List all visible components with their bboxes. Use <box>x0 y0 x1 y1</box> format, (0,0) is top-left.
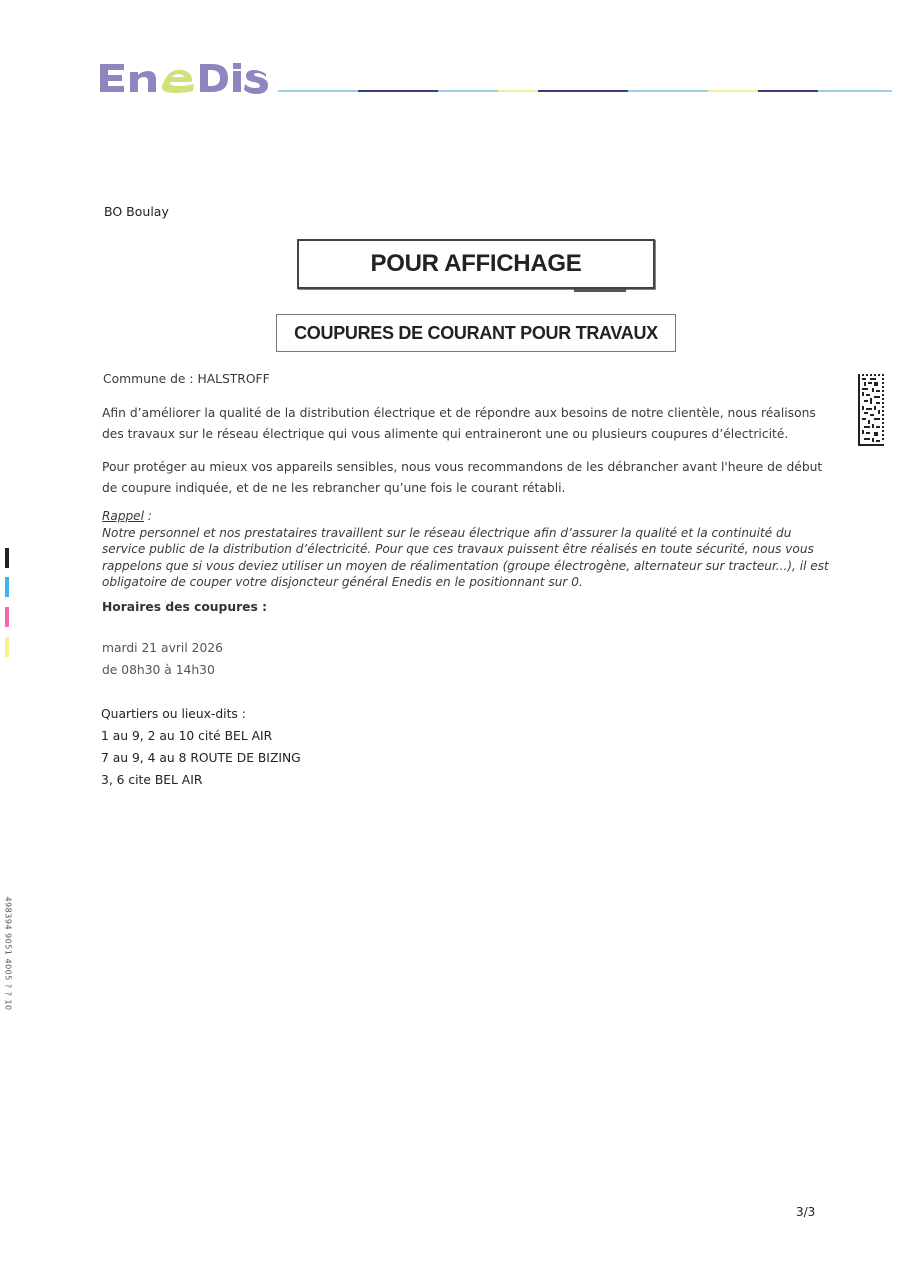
posting-title-box <box>297 239 655 289</box>
title-box-shadow-bar <box>574 289 626 292</box>
registration-mark-yellow <box>5 637 9 657</box>
outage-time: de 08h30 à 14h30 <box>102 663 215 677</box>
registration-mark-black <box>5 548 9 568</box>
page-number: 3/3 <box>796 1205 816 1219</box>
reminder-label-suffix: : <box>143 509 152 523</box>
advice-paragraph: Pour protéger au mieux vos appareils sensibles, nous vous recommandons de les débrancher avant l'heure de début de coupure indiquée, et de ne les rebrancher qu’une fois le courant rétabli. <box>102 460 823 495</box>
reminder-label: Rappel <box>102 509 144 523</box>
posting-title: POUR AFFICHAGE <box>370 250 582 277</box>
margin-tracking-code: 498394 9051 4005 ? ? 10 <box>3 896 13 1011</box>
schedule-heading: Horaires des coupures : <box>102 600 268 614</box>
location-item: 3, 6 cite BEL AIR <box>101 773 203 787</box>
notice-subtitle-box <box>276 314 676 352</box>
reminder-block <box>102 508 832 591</box>
intro-paragraph: Afin d’améliorer la qualité de la distribution électrique et de répondre aux besoins de notre clientèle, nous réalisons des travaux sur le réseau électrique qui vous alimente qui entraineront une ou plusieurs coupures d’électricité. <box>102 406 816 441</box>
commune-line: Commune de : HALSTROFF <box>103 372 270 386</box>
enedis-logo <box>98 56 270 96</box>
outage-date: mardi 21 avril 2026 <box>102 641 223 655</box>
registration-mark-magenta <box>5 607 9 627</box>
reminder-text: Notre personnel et nos prestataires travaillent sur le réseau électrique afin d’assurer la qualité et la continuité du service public de la distribution d’électricité. Pour que ces travaux puissent être réalisés en toute sécurité, nous vous rappelons que si vous deviez utiliser un moyen de réalimentation (groupe électrogène, alternateur sur tracteur...), il est obligatoire de couper votre disjoncteur général Enedis en le positionnant sur 0. <box>102 525 829 589</box>
location-item: 7 au 9, 4 au 8 ROUTE DE BIZING <box>101 751 301 765</box>
reminder-heading <box>102 508 832 525</box>
header-decorative-rule <box>278 88 892 94</box>
location-item: 1 au 9, 2 au 10 cité BEL AIR <box>101 729 273 743</box>
datamatrix-code-icon <box>858 374 884 446</box>
notice-subtitle: COUPURES DE COURANT POUR TRAVAUX <box>294 322 658 343</box>
sender-office: BO Boulay <box>104 204 169 219</box>
registration-mark-cyan <box>5 577 9 597</box>
locations-heading: Quartiers ou lieux-dits : <box>101 707 246 721</box>
